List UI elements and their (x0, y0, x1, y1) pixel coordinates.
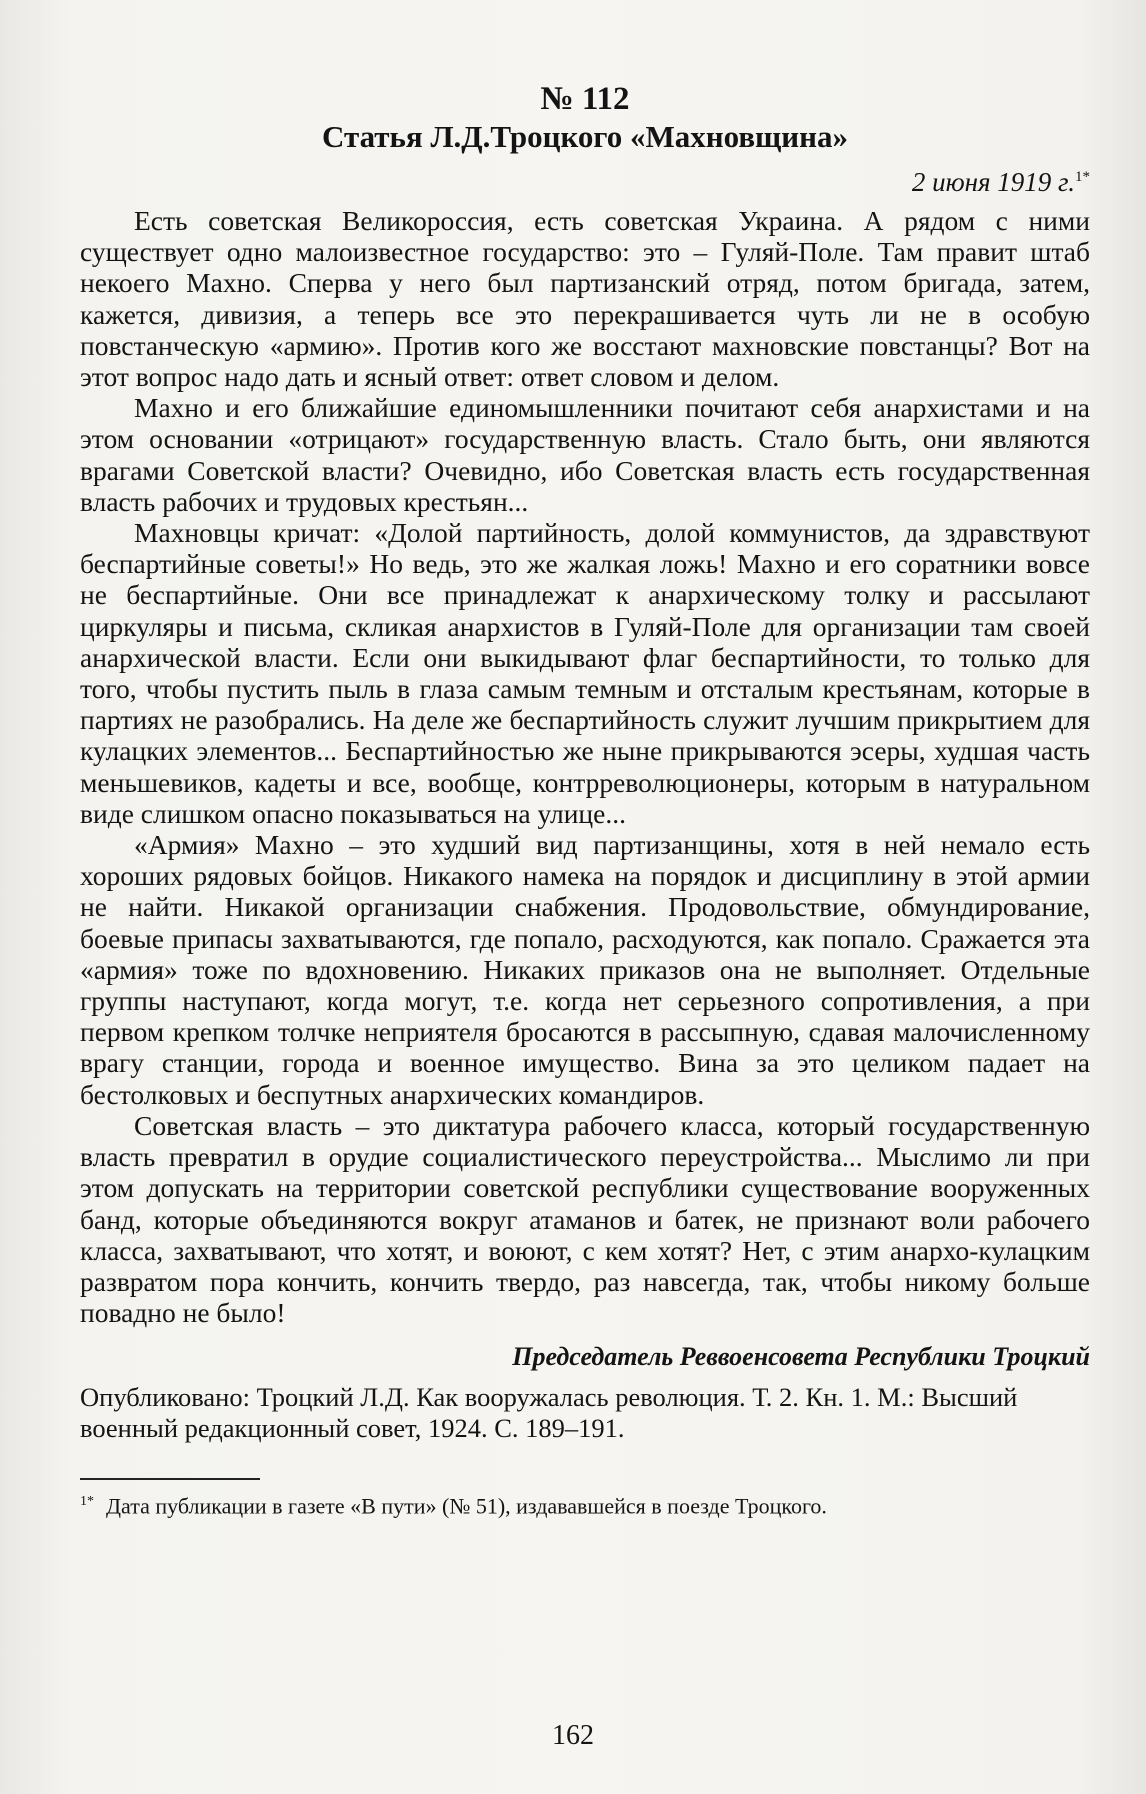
signature: Председатель Реввоенсовета Республики Троцкий (512, 1342, 1090, 1372)
footnote-divider (80, 1478, 260, 1480)
paragraph: Есть советская Великороссия, есть советская Украина. А рядом с ними существует одно малоизвестное государство: это – Гуляй-Поле. Там правит штаб некоего Махно. Сперва у него был партизанский отряд, потом бригада, затем, кажется, дивизия, а теперь все это перекрашивается чуть ли не в особую повстанческую «армию». Против кого же восстают махновские повстанцы? Вот на этот вопрос надо дать и ясный ответ: ответ словом и делом. (80, 205, 1090, 393)
footnote-text: Дата публикации в газете «В пути» (№ 51), издававшейся в поезде Троцкого. (106, 1493, 827, 1519)
paragraph: Махно и его ближайшие единомышленники почитают себя анархистами и на этом основании «отрицают» государственную власть. Стало быть, они являются врагами Советской власти? Очевидно, ибо Советская власть есть государственная власть рабочих и трудовых крестьян... (80, 392, 1090, 517)
page-number: 162 (552, 1720, 594, 1751)
page-content (80, 80, 1090, 1521)
publication-source: Опубликовано: Троцкий Л.Д. Как вооружалась революция. Т. 2. Кн. 1. М.: Высший военный редакционный совет, 1924. С. 189–191. (80, 1382, 1018, 1444)
paragraph: «Армия» Махно – это худший вид партизанщины, хотя в ней немало есть хороших рядовых бойцов. Никакого намека на порядок и дисциплину в этой армии не найти. Никакой организации снабжения. Продовольствие, обмундирование, боевые припасы захватываются, где попало, расходуются, как попало. Сражается эта «армия» тоже по вдохновению. Никаких приказов она не выполняет. Отдельные группы наступают, когда могут, т.е. когда нет серьезного сопротивления, а при первом крепком толчке неприятеля бросаются в рассыпную, сдавая малочисленному врагу станции, города и военное имущество. Вина за это целиком падает на бестолковых и беспутных анархических командиров. (80, 829, 1090, 1110)
footnote-mark: 1* (80, 1494, 94, 1510)
document-date: 2 июня 1919 г. (911, 167, 1075, 197)
article-body (80, 205, 1090, 1328)
date-footnote-mark: 1* (1075, 169, 1090, 185)
document-number: № 112 (540, 81, 630, 117)
document-title: Статья Л.Д.Троцкого «Махновщина» (322, 119, 848, 154)
footnote (80, 1488, 1090, 1520)
paragraph: Советская власть – это диктатура рабочего класса, который государственную власть превратил в орудие социалистического переустройства... Мыслимо ли при этом допускать на территории советской республики существование вооруженных банд, которые объединяются вокруг атаманов и батек, не признают воли рабочего класса, захватывают, что хотят, и воюют, с кем хотят? Нет, с этим анархо-кулацким развратом пора кончить, кончить твердо, раз навсегда, так, чтобы никому больше повадно не было! (80, 1109, 1090, 1329)
document-date-line (80, 160, 1090, 199)
paragraph: Махновцы кричат: «Долой партийность, долой коммунистов, да здравствуют беспартийные советы!» Но ведь, это же жалкая ложь! Махно и его соратники вовсе не беспартийные. Они все принадлежат к анархическому толку и рассылают циркуляры и письма, скликая анархистов в Гуляй-Поле для организации там своей анархической власти. Если они выкидывают флаг беспартийности, то только для того, чтобы пустить пыль в глаза самым темным и отсталым крестьянам, которые в партиях не разобрались. На деле же беспартийность служит лучшим прикрытием для кулацких элементов... Беспартийностью же ныне прикрываются эсеры, худшая часть меньшевиков, кадеты и все, вообще, контрреволюционеры, которым в натуральном виде слишком опасно показываться на улице... (80, 517, 1090, 829)
